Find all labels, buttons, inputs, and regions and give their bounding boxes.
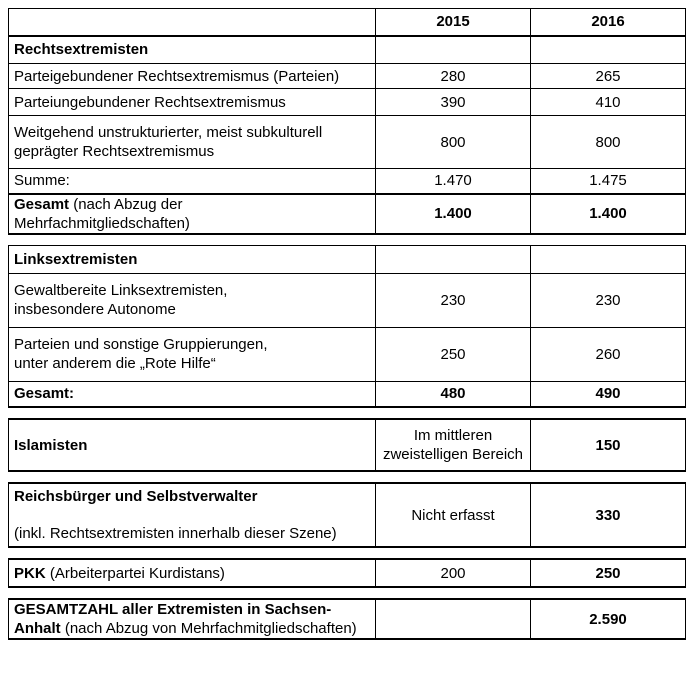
header-2015: 2015 bbox=[376, 9, 531, 36]
section-title-rechts: Rechtsextremisten bbox=[9, 36, 376, 64]
row-label: Islamisten bbox=[9, 419, 376, 471]
table-row bbox=[9, 169, 686, 194]
row-label-line2: geprägter Rechtsextremismus bbox=[14, 143, 215, 160]
table-row bbox=[9, 273, 686, 327]
value-2015: Nicht erfasst bbox=[376, 483, 531, 547]
row-label bbox=[9, 599, 376, 639]
row-label: Gesamt: bbox=[9, 381, 376, 407]
total-label-bold: Gesamt bbox=[14, 195, 70, 213]
row-label bbox=[9, 559, 376, 587]
row-label-bold2: Anhalt bbox=[14, 620, 61, 637]
value-2016: 330 bbox=[531, 483, 686, 547]
spacer-row bbox=[9, 547, 686, 559]
value-2016: 1.400 bbox=[531, 194, 686, 234]
spacer-row bbox=[9, 234, 686, 246]
spacer-cell bbox=[9, 471, 376, 483]
label-gap bbox=[14, 506, 370, 524]
value-2015: 1.400 bbox=[376, 194, 531, 234]
header-label-cell bbox=[9, 9, 376, 36]
table-row bbox=[9, 89, 686, 116]
value-2015: 230 bbox=[376, 273, 531, 327]
value-2015-line2: zweistelligen Bereich bbox=[382, 446, 524, 463]
empty-cell bbox=[531, 36, 686, 64]
spacer-row bbox=[9, 587, 686, 599]
total-row bbox=[9, 381, 686, 407]
gesamtzahl-row bbox=[9, 599, 686, 639]
spacer-cell bbox=[531, 407, 686, 419]
row-label bbox=[9, 116, 376, 169]
value-2015 bbox=[376, 599, 531, 639]
section-title-row bbox=[9, 245, 686, 273]
empty-cell bbox=[376, 245, 531, 273]
value-2015: 390 bbox=[376, 89, 531, 116]
value-2016: 2.590 bbox=[531, 599, 686, 639]
table-row bbox=[9, 116, 686, 169]
value-2015-line1: Im mittleren bbox=[413, 427, 493, 444]
row-label-note: (inkl. Rechtsextremisten innerhalb dieser Szene) bbox=[14, 525, 337, 542]
value-2016: 250 bbox=[531, 559, 686, 587]
spacer-cell bbox=[9, 587, 376, 599]
spacer-cell bbox=[9, 234, 376, 246]
row-label bbox=[9, 483, 376, 547]
row-label bbox=[9, 194, 376, 234]
value-2016: 260 bbox=[531, 327, 686, 381]
header-row bbox=[9, 9, 686, 36]
table-row bbox=[9, 327, 686, 381]
row-label-rest: (nach Abzug von Mehrfachmitgliedschaften) bbox=[60, 620, 357, 637]
value-2016: 410 bbox=[531, 89, 686, 116]
row-label-line1: Weitgehend unstrukturierter, meist subkulturell bbox=[14, 124, 323, 141]
row-label-bold: PKK bbox=[14, 564, 46, 582]
row-label: Parteiungebundener Rechtsextremismus bbox=[9, 89, 376, 116]
spacer-cell bbox=[376, 547, 531, 559]
empty-cell bbox=[376, 36, 531, 64]
row-label bbox=[9, 327, 376, 381]
spacer-cell bbox=[376, 471, 531, 483]
value-2016: 150 bbox=[531, 419, 686, 471]
header-2016: 2016 bbox=[531, 9, 686, 36]
reichsbuerger-row bbox=[9, 483, 686, 547]
row-label: Parteigebundener Rechtsextremismus (Parteien) bbox=[9, 64, 376, 89]
spacer-cell bbox=[376, 407, 531, 419]
row-label-bold: Reichsbürger und Selbstverwalter bbox=[14, 488, 258, 505]
value-2015: 800 bbox=[376, 116, 531, 169]
empty-cell bbox=[531, 245, 686, 273]
islamisten-row bbox=[9, 419, 686, 471]
value-2015 bbox=[376, 419, 531, 471]
row-label-line1: Parteien und sonstige Gruppierungen, bbox=[14, 336, 268, 353]
spacer-cell bbox=[376, 234, 531, 246]
table-row bbox=[9, 64, 686, 89]
value-2015: 480 bbox=[376, 381, 531, 407]
row-label-rest: (Arbeiterpartei Kurdistans) bbox=[45, 564, 225, 582]
spacer-cell bbox=[531, 547, 686, 559]
row-label: Summe: bbox=[9, 169, 376, 194]
spacer-cell bbox=[9, 407, 376, 419]
value-2016: 800 bbox=[531, 116, 686, 169]
spacer-cell bbox=[376, 587, 531, 599]
total-label-line2: Mehrfachmitgliedschaften) bbox=[14, 214, 190, 232]
section-title-links: Linksextremisten bbox=[9, 245, 376, 273]
value-2016: 490 bbox=[531, 381, 686, 407]
value-2016: 230 bbox=[531, 273, 686, 327]
total-label-rest: (nach Abzug der bbox=[69, 195, 183, 213]
spacer-row bbox=[9, 471, 686, 483]
spacer-cell bbox=[531, 587, 686, 599]
spacer-cell bbox=[531, 234, 686, 246]
value-2015: 250 bbox=[376, 327, 531, 381]
pkk-row bbox=[9, 559, 686, 587]
total-row bbox=[9, 194, 686, 234]
row-label-line1: Gewaltbereite Linksextremisten, bbox=[14, 282, 228, 299]
row-label-line2: insbesondere Autonome bbox=[14, 301, 176, 318]
row-label bbox=[9, 273, 376, 327]
spacer-cell bbox=[9, 547, 376, 559]
value-2015: 200 bbox=[376, 559, 531, 587]
row-label-line2: unter anderem die „Rote Hilfe“ bbox=[14, 355, 216, 372]
value-2016: 1.475 bbox=[531, 169, 686, 194]
row-label-line1: GESAMTZAHL aller Extremisten in Sachsen- bbox=[14, 601, 332, 618]
section-title-row bbox=[9, 36, 686, 64]
spacer-row bbox=[9, 407, 686, 419]
value-2016: 265 bbox=[531, 64, 686, 89]
spacer-cell bbox=[531, 471, 686, 483]
extremists-table bbox=[8, 8, 686, 640]
value-2015: 1.470 bbox=[376, 169, 531, 194]
value-2015: 280 bbox=[376, 64, 531, 89]
